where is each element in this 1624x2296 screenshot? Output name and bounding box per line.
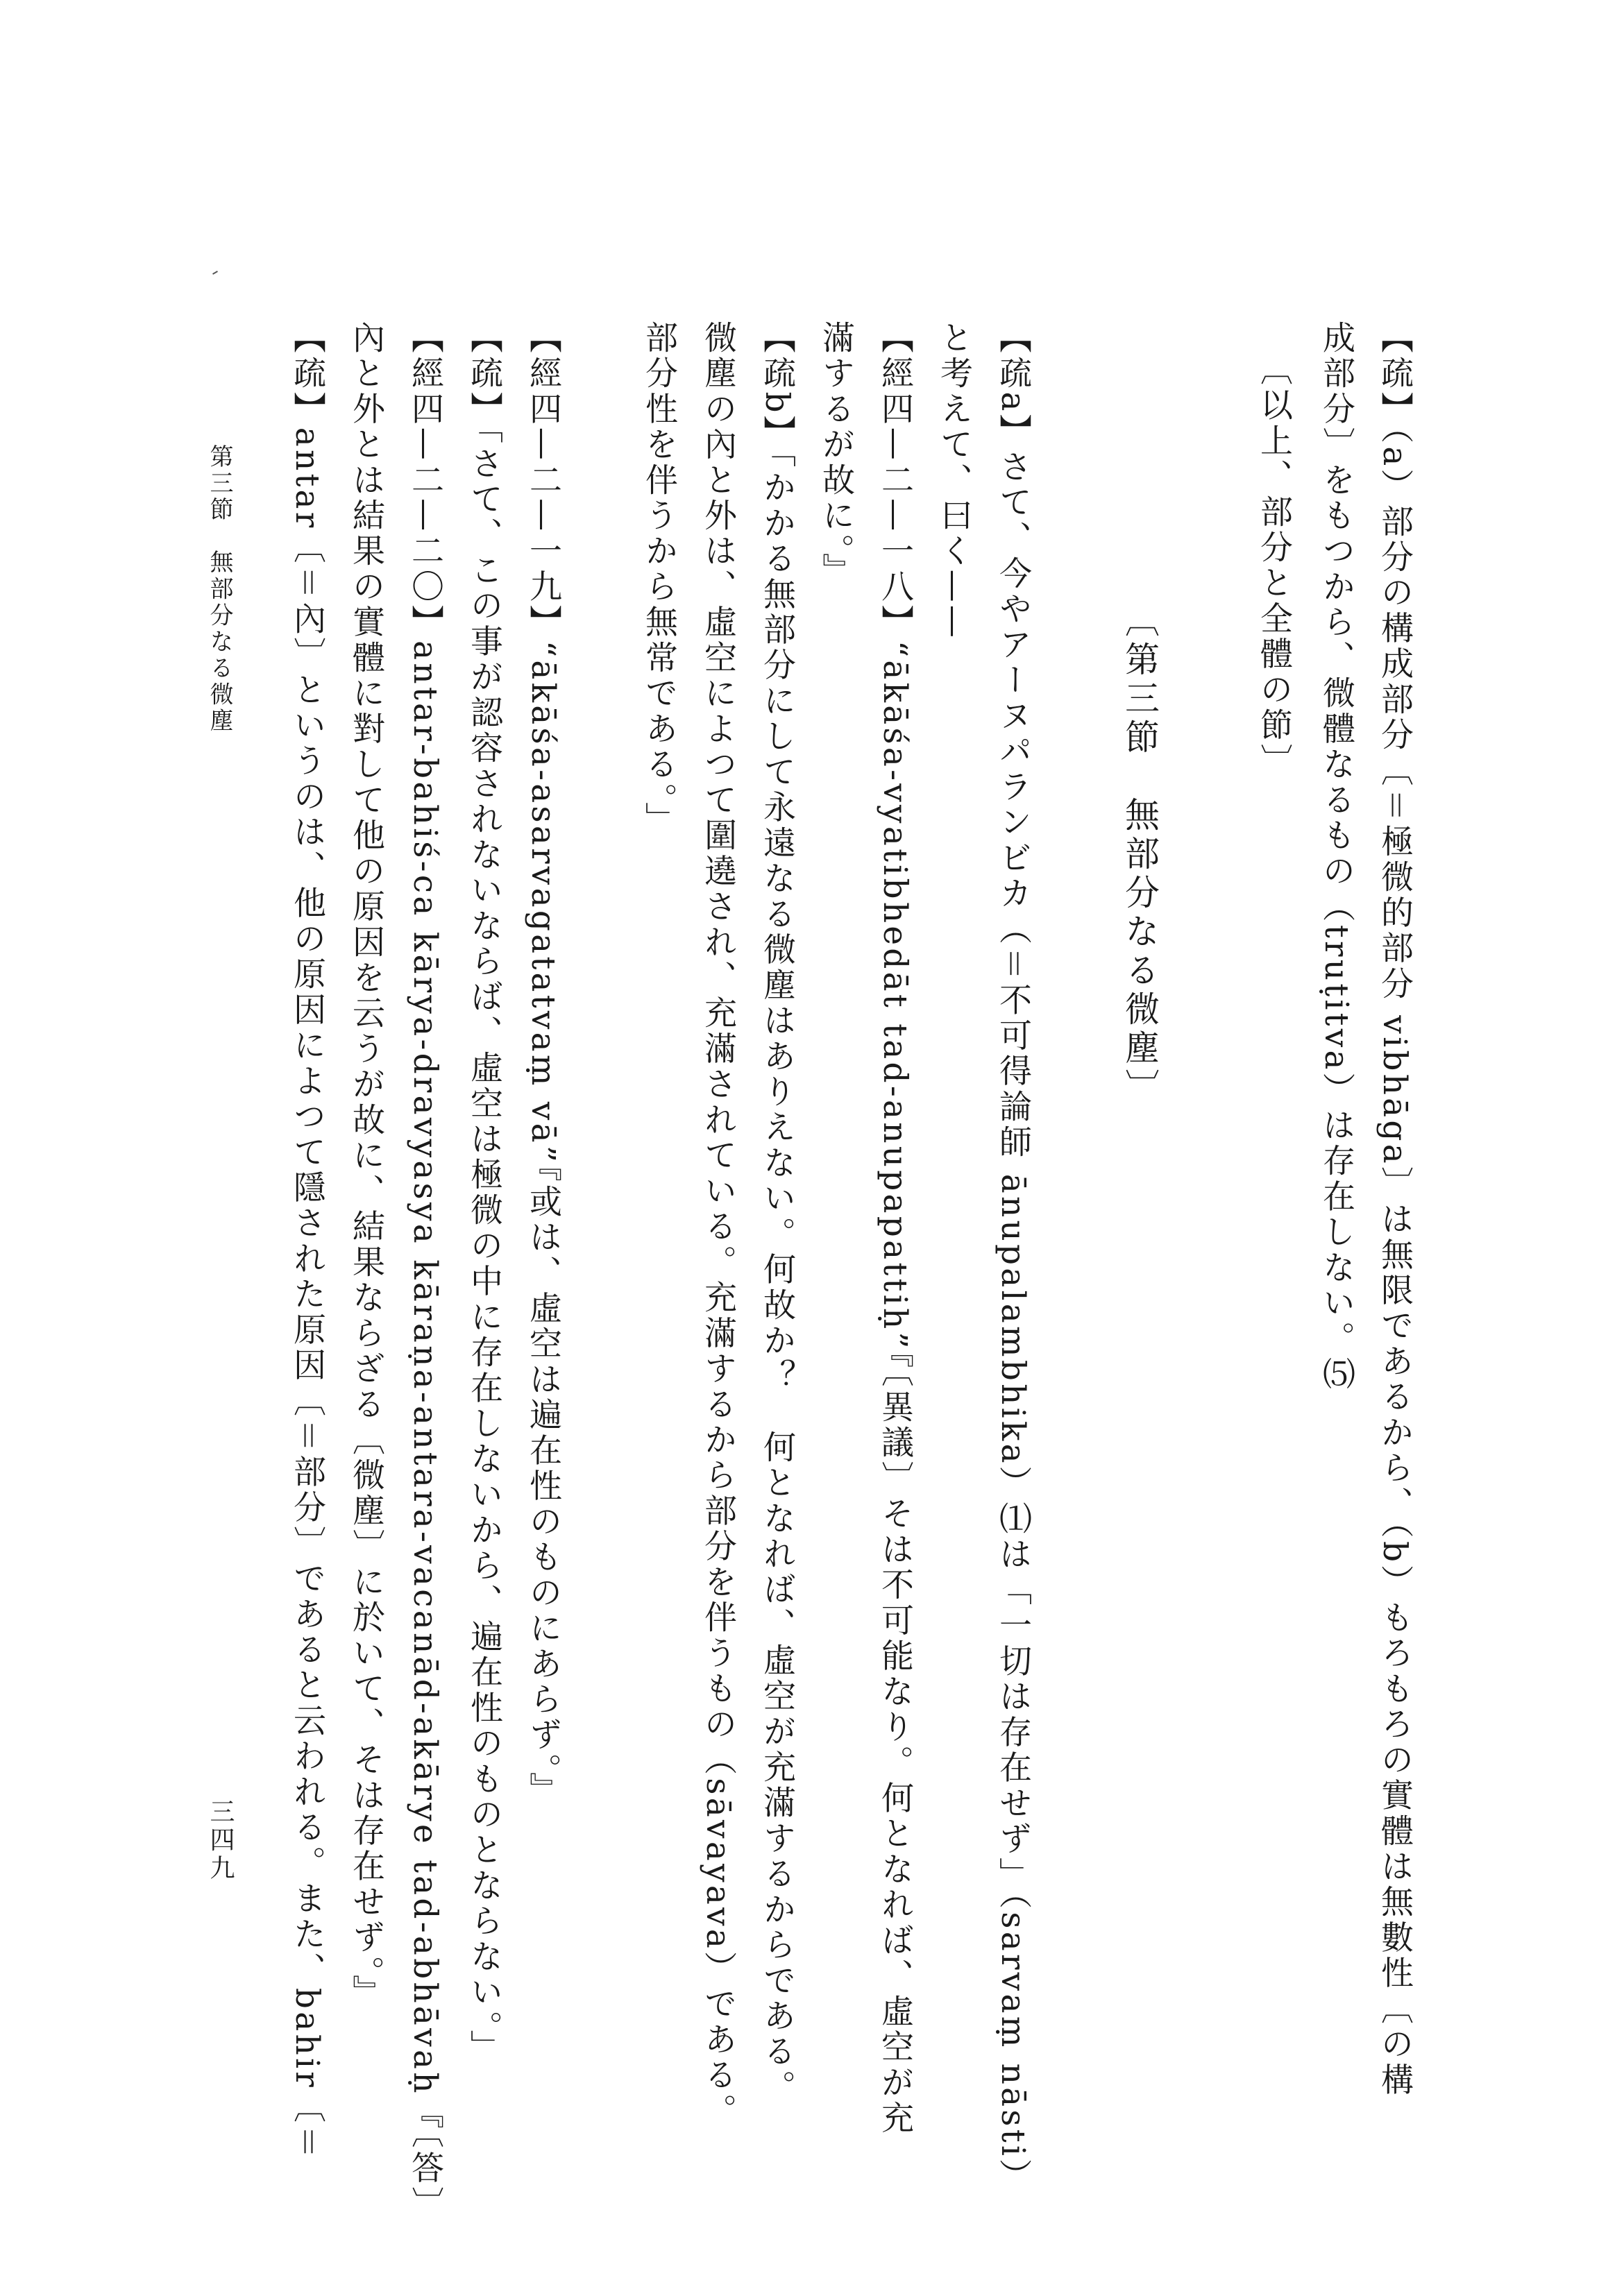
commentary-b-line-3: 部分性を伴うから無常である。」 bbox=[640, 321, 678, 837]
commentary-4-2-20: 【疏】antar〔＝內〕というのは、他の原因によつて隱された原因〔＝部分〕であると云われる。また、bahir〔＝ bbox=[288, 321, 326, 2161]
running-head: 第三節 無部分なる微塵 bbox=[205, 444, 233, 735]
sutra-4-2-19: 【經四—二—一九】“ākāśa-asarvagatatvaṃ vā”『或は、虛空は遍在性のものにあらず。』 bbox=[524, 321, 562, 1808]
commentary-4-2-19: 【疏】「さて、この事が認容されないならば、虛空は極微の中に存在しないから、遍在性のものとならない。」 bbox=[465, 321, 503, 2066]
commentary-b-line-1: 【疏b】「かかる無部分にして永遠なる微塵はありえない。何故か？ 何となれば、虛空が充滿するからである。 bbox=[758, 321, 796, 2106]
commentary-line-1: 【疏】（a）部分の構成部分〔＝極微的部分 vibhāga〕は無限であるから、（b）もろもろの實體は無數性〔の構 bbox=[1376, 321, 1414, 2098]
sutra-4-2-18-line-1: 【經四—二—一八】“ākāśa-vyatibhedāt tad-anupapattiḥ”『〔異議〕そは不可能なり。何となれば、虛空が充 bbox=[876, 321, 914, 2136]
section-end-note: 〔以上、部分と全體の節〕 bbox=[1255, 352, 1293, 779]
sutra-4-2-18-line-2: 滿するが故に。』 bbox=[817, 321, 855, 589]
commentary-a-line-2: と考えて、曰く—— bbox=[935, 321, 973, 641]
print-speck bbox=[212, 271, 218, 275]
sutra-4-2-20-line-2: 內と外とは結果の實體に對して他の原因を云うが故に、結果ならざる〔微塵〕に於いて、そは存在せず。』 bbox=[347, 321, 385, 2011]
commentary-line-2: 成部分〕をもつから、微體なるもの（truṭitva）は存在しない。⑸ bbox=[1317, 321, 1355, 1393]
section-heading: 〔第三節 無部分なる微塵〕 bbox=[1119, 602, 1160, 1107]
commentary-b-line-2: 微塵の內と外は、虛空によつて圍遶され、充滿されている。充滿するから部分を伴うもの（sāvayava）である。 bbox=[699, 321, 737, 2129]
commentary-a-line-1: 【疏a】さて、今やアーヌパランビカ（＝不可得論師 ānupalambhika）⑴は「一切は存在せず」（sarvaṃ nāsti） bbox=[994, 321, 1032, 2195]
sutra-4-2-20-line-1: 【經四—二—二〇】antar-bahiś-ca kārya-dravyasya kāraṇa-antara-vacanād-akārye tad-abhāvaḥ『〔答〕 bbox=[406, 321, 444, 2222]
page-number: 三四九 bbox=[206, 1798, 235, 1882]
